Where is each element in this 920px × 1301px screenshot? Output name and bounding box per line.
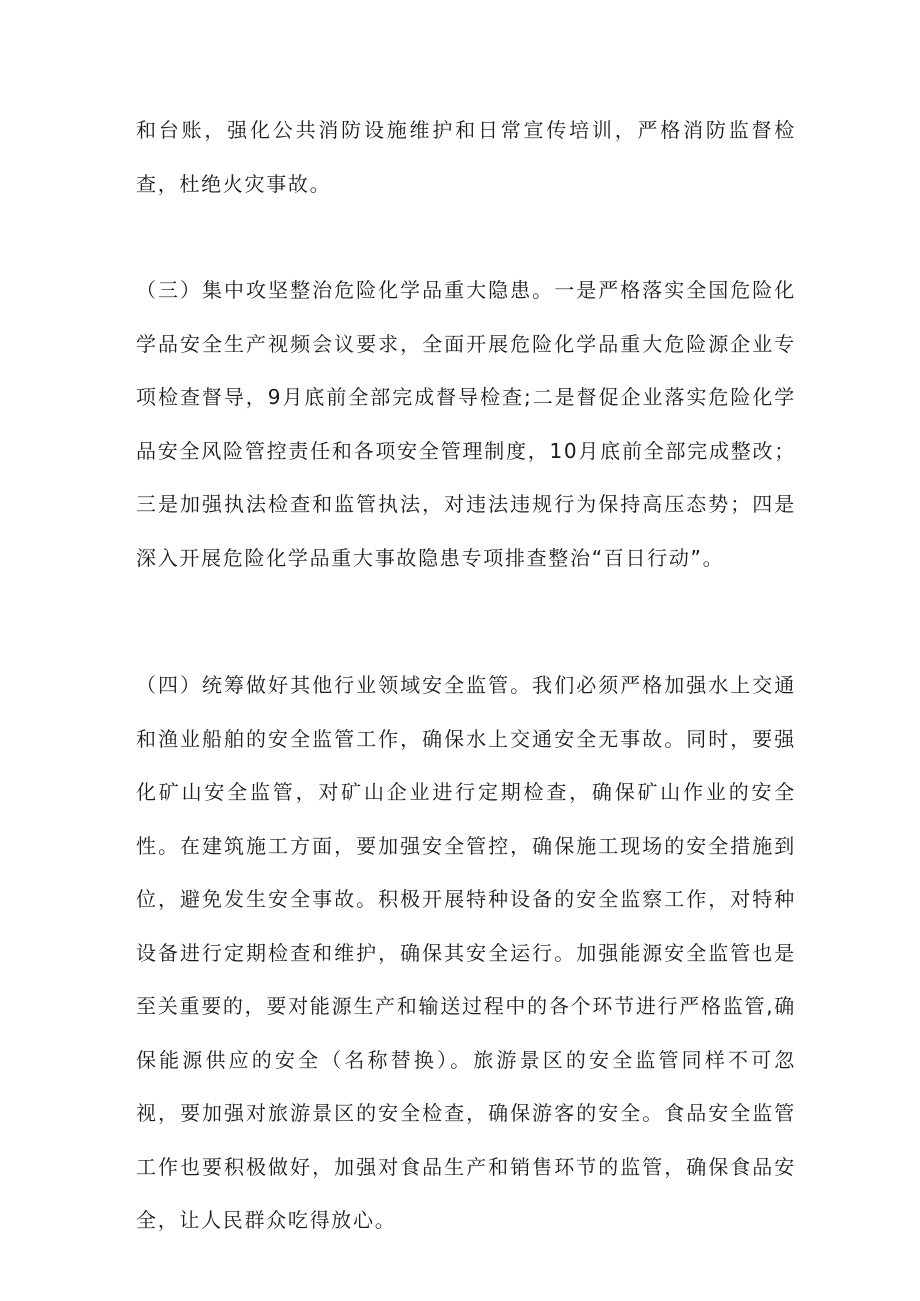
paragraph-other-industries: （四）统筹做好其他行业领域安全监管。我们必须严格加强水上交通和渔业船舶的安全监管工作，确保水上交通安全无事故。同时，要强化矿山安全监管，对矿山企业进行定期检查，确保矿山作业的安全性。在建筑施工方面，要加强安全管控，确保施工现场的安全措施到位，避免发生安全事故。积极开展特种设备的安全监察工作，对特种设备进行定期检查和维护，确保其安全运行。加强能源安全监管也是至关重要的，要对能源生产和输送过程中的各个环节进行严格监管,确保能源供应的安全（名称替换）。旅游景区的安全监管同样不可忽视，要加强对旅游景区的安全检查，确保游客的安全。食品安全监管工作也要积极做好，加强对食品生产和销售环节的监管，确保食品安全，让人民群众吃得放心。: [136, 673, 796, 1232]
paragraph-hazardous-chemicals: （三）集中攻坚整治危险化学品重大隐患。一是严格落实全国危险化学品安全生产视频会议要求，全面开展危险化学品重大危险源企业专项检查督导，9月底前全部完成督导检查;二是督促企业落实危险化学品安全风险管控责任和各项安全管理制度，10月底前全部完成整改；三是加强执法检查和监管执法，对违法违规行为保持高压态势；四是深入开展危险化学品重大事故隐患专项排查整治“百日行动”。: [136, 278, 796, 570]
paragraph-fire-safety-continuation: 和台账，强化公共消防设施维护和日常宣传培训，严格消防监督检查，杜绝火灾事故。: [136, 118, 796, 196]
